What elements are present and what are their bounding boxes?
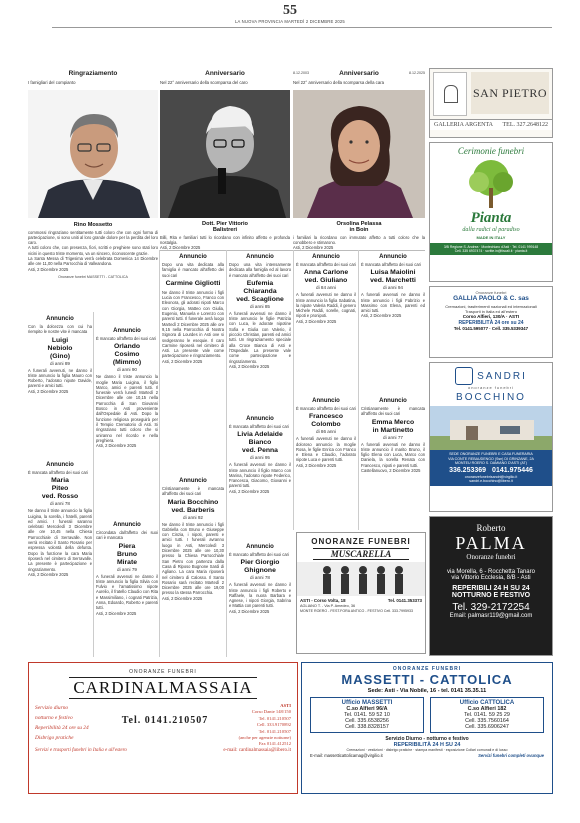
obituary-bianco [229, 416, 291, 494]
obituary-intro: È mancato all'affetto dei suoi cari [229, 552, 289, 557]
staff-photo [297, 562, 426, 596]
pianta-tagline: dalla radici al paradiso [462, 227, 520, 233]
obituary-ghignone [229, 544, 291, 614]
obituary-text: A funerali avvenuti ne danno il triste annuncio i figli Roberto e Raffaele, la nuora Barbara e Agnese, i nipoti Giorgia, Sabrina e Mattia con parenti tutti. [229, 582, 291, 609]
obituary-intro: È mancato all'affetto dei suoi cari [96, 336, 156, 341]
office-cattolica-cell1: Cell. 335.7560164 [465, 718, 509, 724]
muscarella-asti: ASTI - Corso Volta, 18 [300, 598, 346, 603]
obituary-chiaranda [229, 254, 291, 369]
sandri-footer [430, 450, 552, 486]
cardinal-s4: Disbrigo pratiche [35, 735, 74, 741]
deceased-name-line2: Balistreri [212, 226, 238, 233]
office-massetti-title: Ufficio MASSETTI [341, 700, 393, 706]
obituary-date: Asti, 2 Dicembre 2025 [229, 363, 270, 369]
san-pietro-sub: GALLERIA ARGENTA [434, 122, 494, 128]
obituary-age: di 84 anni [316, 285, 336, 291]
cardinal-s5: Servizi e trasporti funebri in Italia e all'estero [35, 747, 127, 753]
office-cattolica-title: Ufficio CATTOLICA [459, 700, 515, 706]
deceased-name-line1: Orsolina Pelassa [336, 220, 382, 227]
obituary-text: A funerali avvenuti ne danno il triste annuncio il figlio Marco con Marina, l'adorato nipote Federico, Francesca, Giacomo, Giovanni e parenti tutti. [229, 462, 291, 489]
sandri-brand: SANDRI [477, 370, 527, 382]
cardinal-r6: (anche per agenzie notturne) [238, 735, 291, 741]
obituary-name: Anna Carlone ved. Giuliano [303, 269, 349, 285]
obituary-intro: È mancata all'affetto dei suoi cari [28, 470, 88, 475]
obituary-heading: Annuncio [113, 522, 141, 528]
notice-subtitle: Nel 22° anniversario della scomparsa della cara [293, 80, 385, 85]
anniversario-pelassa [293, 70, 425, 250]
massetti-f2: REPERIBILITÀ 24 H SU 24 [393, 742, 461, 748]
cardinal-top: ONORANZE FUNEBRI [129, 669, 197, 675]
portrait-photo-graphic [160, 90, 290, 218]
obituary-intro: È mancata all'affetto dei suoi cari [361, 262, 421, 267]
sandri-tel1: 336.253369 [449, 466, 487, 474]
obituary-malolini [361, 254, 425, 319]
sandri-l1: SEDE ONORANZE FUNEBRI E CASA FUNERARIA [449, 452, 533, 456]
massetti-f4: E-mail: massetticattolicamag@virgilio.it [310, 753, 383, 758]
san-pietro-tel: TEL. 327.2648122 [502, 122, 548, 128]
obituary-text: Ne danno il triste annuncio la figlia Luigina, la sorella, i fratelli, parenti ed amici. I funerali saranno celebrati Mercoledì 3 Dicembre alle ore 10,45 nella Chiesa Parrocchiale di Serravalle. Non verrà recitato il Santo Rosario per espressa volontà della defunta. Dopo la funzione la cara Maria riposerà nel cimitero di Serravalle. La presente è partecipazione e ringraziamento. [28, 508, 92, 572]
obituary-date: Asti, 2 Dicembre 2025 [162, 358, 203, 364]
obituary-name: Francesco Colombo [308, 413, 343, 429]
cardinal-r4: Cell. 333.9170892 [256, 722, 291, 728]
obituary-name: Livia Adelaide Bianco ved. Penna [237, 431, 283, 455]
notice-subtitle: I famigliari del compianto [28, 80, 76, 85]
date-right: 8.12.2025 [409, 71, 425, 76]
obituary-heading: Annuncio [379, 254, 407, 260]
obituary-name: Orlando Cosimo (Mimmo) [112, 343, 142, 367]
pianta-title: Cerimonie funebri [457, 146, 525, 156]
cardinal-s1: Servizio diurno [35, 705, 69, 711]
gallia-l2: Trasporti in Italia ed all'estero [465, 309, 517, 314]
obituary-heading: Annuncio [312, 254, 340, 260]
obituary-merco [361, 398, 425, 473]
muscarella-arc: ONORANZE FUNEBRI [311, 537, 411, 546]
notice-text-2: A tutti coloro che, con presenza, fiori, scritti e preghiere sono stati loro vicini in questo triste momento, va un sincero, riconoscente grazie. [28, 245, 158, 256]
notice-date: Asti, 2 Dicembre 2025 [293, 245, 334, 251]
palma-l3: REPERIBILI 24 H SU 24 [452, 585, 530, 592]
obituary-name: Piera Bruno Mirate [116, 542, 138, 566]
cardinal-r1: ASTI [280, 703, 291, 708]
san-pietro-brand-box [471, 72, 549, 114]
notice-title: Ringraziamento [68, 70, 118, 77]
obituary-intro: Dopo una vita dedicata alla famiglia è mancato all'affetto dei suoi cari [162, 262, 224, 278]
san-pietro-brand: SAN PIETRO [472, 85, 547, 100]
obituary-carlone [296, 254, 356, 324]
obituary-text: Ne danno il triste annuncio i figli Lucia con Francesco, Franco con Eleonora, gli adorati nipoti Marco con Giorgia, Matteo con Giulia, Eugenio, Manuela e Lorenzo con parenti tutti. Il funerale avrà luogo Martedì 2 Dicembre 2025 alle ore 9,15 nella Parrocchia di Nostra Signora di Lourdes in Asti ove si svolgeranno le esequie. Il caro Carmine riposerà nel cimitero di Asti. La presente vale come partecipazione e ringraziamento. [162, 289, 224, 359]
cardinal-logo: CARDINALMASSAIA [69, 677, 257, 699]
obituary-text: A funerali avvenuti ne danno il triste annuncio la figlia Sabatina, la nipote Valeria Raddi, il genero Michele Raddi, sorelle, cognati, nipoti e pronipoti. [296, 292, 356, 319]
obituary-date: Castellanuovo, 2 Dicembre 2025 [361, 468, 421, 474]
obituary-age: di anni 89 [50, 360, 70, 366]
notice-date: Asti, 2 Dicembre 2025 [160, 245, 201, 251]
obituary-intro: È mancato all'affetto dei suoi cari [296, 406, 356, 411]
massetti-top: ONORANZE FUNEBRI [392, 666, 462, 672]
obituary-age: di anni 92 [183, 514, 203, 520]
portrait-photo [293, 90, 425, 218]
muscarella-tel: Tel. 0141.353373 [387, 598, 422, 603]
obituary-text: A funerali avvenuti ne danno il triste annuncio la figlia Silvia con Fulvio e l'amatissimo nipote Aurelio, il fratello Claudio con Rita e Massimiliano, i cognati Patrizia, Anna, Edoardo, Roberto e parenti tutti. [96, 573, 158, 611]
portrait-photo [160, 90, 290, 218]
obituary-date: Asti, 2 Dicembre 2025 [96, 443, 137, 449]
obituary-age: di anni 79 [117, 566, 137, 572]
obituary-mirate [96, 522, 158, 616]
ad-sandri-bocchino [429, 362, 553, 512]
obituary-date: Asti, 2 Dicembre 2025 [28, 571, 69, 577]
obituary-name: Maria Bocchino ved. Barberis [167, 498, 219, 514]
obituary-heading: Annuncio [379, 398, 407, 404]
ad-muscarella [296, 532, 426, 654]
cardinal-r2: Corso Dante 148/150 [251, 709, 291, 715]
obituary-intro: È mancata all'affetto dei suoi cari [296, 262, 356, 267]
obituary-date: Asti, 2 Dicembre 2025 [296, 462, 337, 468]
date-left: 8.12.2003 [293, 71, 309, 76]
ad-palma [429, 516, 553, 656]
obituary-text: Ne danno il triste annuncio la moglie Maria Luigina, il figlio Marco, amici e parenti tutti. Il funerale verrà lunedì Martedì 2 Dicembre alle ore 10,15 nella Parrocchia di San Giovanni Bosco in Asti proveniente dall'Ospedale di Asti. Dopo la funzione religiosa proseguirà per il Tempio Crematorio di Asti. Si ringraziano tutti coloro che si uniranno nel ricordo e nella preghiera. [96, 374, 158, 443]
obituary-heading: Annuncio [312, 398, 340, 404]
divider [293, 250, 294, 530]
obituary-intro: Cristianamente è mancata all'affetto dei suoi cari [162, 486, 224, 497]
building-photo [430, 406, 553, 450]
obituary-heading: Annuncio [179, 478, 207, 484]
pianta-cell: Cell. 335 6937474 · scritte.in@tiscali.it · pianta.it [454, 249, 528, 253]
office-massetti-cell1: Cell. 335.6538256 [345, 718, 389, 724]
obituary-heading: Annuncio [246, 254, 274, 260]
obituary-heading: Annuncio [46, 316, 74, 322]
obituary-age: di anni 77 [383, 434, 403, 440]
gallia-l1: Cremazioni, trasferimenti nazionali ed internazionali [445, 304, 537, 309]
obituary-name: Maria Piteo ved. Rosso [41, 477, 79, 501]
cardinal-tel: Tel. 0141.210507 [121, 715, 209, 726]
office-massetti [310, 697, 424, 733]
obituary-age: di anni 78 [50, 501, 70, 507]
obituary-age: di anni 95 [250, 455, 270, 461]
pianta-logo: Pianta [470, 210, 512, 226]
obituary-heading: Annuncio [113, 328, 141, 334]
obituary-intro: Cristianamente è mancata all'affetto dei suoi cari [361, 406, 425, 417]
portrait-photo-graphic [293, 90, 425, 218]
notice-text: i familiari la ricordano con immutato affetto a tutti coloro che la conobbero e stimarono. [293, 234, 425, 245]
anniversario-balistreri [160, 70, 290, 250]
cardinal-s3: Reperibilità 24 ore su 24 [35, 725, 89, 731]
palma-l1: via Morella, 6 - Rocchetta Tanaro [447, 569, 535, 575]
massetti-f1: Servizio Diurno - notturno e festivo [385, 736, 469, 742]
palma-l2: via Vittorio Ecclesia, 8/B - Asti [451, 575, 531, 581]
gallia-l3: Corso Alfieri, 130/A · ASTI [462, 314, 520, 319]
sandri-l2: VIA CONTE REBAUDENGO (Ssn) DI GRINZANE, 2A [448, 456, 534, 461]
ringraziamento-notice [28, 70, 158, 279]
notice-text-1: commossi ringraziano sentitamente tutti coloro che con ogni forma di partecipazione, si sono uniti al loro grande dolore per la perdita del loro caro. [28, 229, 158, 246]
obituary-nebiolo [28, 316, 92, 394]
gallia-title: GALLIA PAOLO & C. sas [453, 295, 529, 302]
obituary-name: Luisa Maiolini ved. Marchetti [370, 269, 416, 285]
obituary-name: Eufemia Chiaranda ved. Scaglione [236, 279, 284, 303]
divider [93, 312, 94, 657]
cardinal-r3: Tel. 0141.210507 [258, 715, 291, 721]
palma-tel: Tel. 329-2172254 [452, 602, 530, 613]
obituary-name: Luigi Nebiolo (Gino) [47, 336, 73, 360]
obituary-age: di anni 90 [117, 367, 137, 373]
palma-logo: PALMA [455, 533, 527, 553]
deceased-name-line2: in Boin [349, 226, 369, 233]
obituary-heading: Annuncio [246, 544, 274, 550]
header-rule [52, 27, 552, 28]
sandri-mail2: sandri.e.bocchino@libero.it [469, 479, 513, 484]
obituary-date: Asti, 2 Dicembre 2025 [229, 608, 270, 614]
ad-pianta [429, 142, 553, 282]
obituary-age: di anni 94 [383, 285, 403, 291]
divider [226, 250, 227, 657]
obituary-date: Asti, 2 Dicembre 2025 [28, 388, 69, 394]
portrait-photo [28, 90, 158, 218]
agency-credit: Onoranze funebri MASSETTI - CATTOLICA [58, 274, 128, 279]
deceased-name: Rino Mossetto [73, 221, 113, 228]
massetti-logo: MASSETTI - CATTOLICA [341, 672, 513, 687]
obituary-text: A funerali avvenuti ne danno il doloroso annuncio la moglie Rosa, le figlie Enrica con Franco e Elena e Claudio, l'adorato nipote Luca e parenti tutti. [296, 436, 356, 463]
muscarella-l3: MONTE ROERO - FEST.FORA ANTICO - FESTIVO Cell. 333.7995933 [300, 609, 414, 613]
ad-massetti-cattolica [301, 662, 553, 794]
palma-name: Roberto [476, 523, 506, 533]
office-massetti-addr: C.so Alfieri 96/A [346, 706, 388, 712]
obituary-intro: Circondata dall'affetto dei suoi cari è mancata [96, 530, 158, 541]
obituary-intro: È mancata all'affetto dei suoi cari [229, 424, 289, 429]
obituary-colombo [296, 398, 356, 468]
obituary-date: Asti, 2 Dicembre 2025 [229, 488, 270, 494]
notice-text-3: La Santa Messa di Trigesima verrà celebrata Domenica 14 Dicembre alle ore 11,00 nella Parrocchia di Valleandona. [28, 256, 158, 267]
san-pietro-logo [433, 72, 467, 116]
office-cattolica [430, 697, 544, 733]
obituary-text: A funerali avvenuti, ne danno il triste annuncio la figlia Mauro con Roberto, l'adorato nipote Davide, parenti e amici tutti. [28, 367, 92, 389]
office-massetti-cell2: Cell. 338.8328157 [345, 724, 389, 730]
pianta-tree-icon [430, 158, 552, 210]
obituary-name: Pier Giorgio Ghignone [240, 559, 280, 575]
obituary-date: Asti, 2 Dicembre 2025 [96, 610, 137, 616]
pianta-footer [430, 243, 552, 255]
sandri-tel2: 0141.975446 [492, 466, 533, 474]
divider [159, 250, 160, 657]
notice-title: Anniversario [205, 70, 245, 77]
office-massetti-tel: Tel. 0141. 59 52 10 [344, 712, 390, 718]
bocchino-logo: BOCCHINO [456, 392, 526, 403]
obituary-date: Asti, 2 Dicembre 2025 [162, 595, 203, 601]
massetti-sede: Sede: Asti - Via Nobile, 16 - tel. 0141 35.35.11 [367, 688, 487, 694]
page-number: 55 [283, 3, 297, 18]
obituary-text: A funerali avvenuti ne danno il triste annuncio le figlie Patrizia con Luca, le adorate nipotine Sofia e Giulia con Valerio, il piccolo Christian, parenti ed amici tutti. Un ringraziamento speciale alla Croce Bianca di Asti e l'Ospedale. La presente vale come partecipazione e ringraziamento. [229, 310, 291, 364]
massetti-f3: Cremazioni · vestizioni · disbrigo pratiche · stampa manifesti · esposizione Collari comunali e di lusso [346, 748, 508, 752]
notice-date: Asti, 2 Dicembre 2025 [28, 266, 69, 272]
muscarella-logo: MUSCARELLA [313, 548, 409, 560]
obituary-name: Emma Merco in Martinetto [371, 418, 415, 434]
office-cattolica-cell2: Cell. 335.6906247 [465, 724, 509, 730]
office-cattolica-addr: C.so Alfieri 182 [467, 706, 507, 712]
pianta-made: MADE IN ITALY [476, 235, 506, 240]
obituary-age: di 86 anni [316, 429, 336, 435]
obituary-age: di anni 78 [250, 575, 270, 581]
sandri-l3: MONTEU ROERO S. DAMIANO D'ASTI (AT) [455, 461, 527, 466]
ad-cardinal-massaia [28, 662, 298, 794]
obituary-heading: Annuncio [46, 462, 74, 468]
ad-san-pietro [429, 68, 553, 138]
obituary-gigliotti [162, 254, 224, 364]
muscarella-l2: AGLIANO T. - Via P. Amedeo, 36 [300, 604, 356, 608]
obituary-cosimo [96, 328, 158, 448]
obituary-date: Asti, 2 Dicembre 2025 [361, 313, 402, 319]
notice-title: Anniversario [339, 70, 379, 77]
cardinal-r7: Fax 0141.412512 [258, 741, 291, 747]
cardinal-r8: e-mail: cardinalmassaia@libero.it [223, 747, 291, 753]
divider [358, 250, 359, 530]
obituary-intro: Dopo una vita intensamente dedicata alla famiglia ed al lavoro è mancato all'affetto dei suoi cari [229, 262, 291, 278]
palma-email: Email: palmasr119@gmail.com [449, 613, 533, 619]
obituary-text: Ne danno il triste annuncio i figli Gabriella con Bruno e Giuseppe con Cinzia, i nipoti, parenti e amici tutti. I funerali avranno luogo in Asti, Mercoledì 3 Dicembre 2025 alle ore 10,30 presso la Chiesa Parrocchiale San Pietro con partenza dalla Casa di Riposo Bugnone Sardi di Agliano. La cara Maria riposerà nel cimitero di Calosso. Il Santo Rosario sarà recitato Martedì 2 Dicembre 2025 alle ore 19,00 presso la stessa Parrocchia. [162, 521, 224, 596]
palma-sub: Onoranze funebri [466, 553, 516, 561]
gallia-brand: Onoranze funebri [475, 290, 507, 295]
newspaper-date-line: LA NUOVA PROVINCIA MARTEDÌ 2 DICEMBRE 2025 [235, 19, 345, 24]
deceased-name-line1: Dott. Pier Vittorio [202, 220, 248, 227]
gallia-tel: Tel. 0141.595077 · Cell. 335.5339347 [453, 326, 529, 331]
obituary-text: A funerali avvenuti ne danno il triste annuncio il marito Bruno, il figlio Elena con Luca, Marco con Daniela, la sorella Renata con Francesco, nipoti e parenti tutti. [361, 441, 425, 468]
cardinal-r5: Tel. 0141.210507 [258, 728, 291, 734]
gallia-l4: REPERIBILITÀ 24 ore su 24 [458, 320, 524, 326]
obituary-date: Asti, 2 Dicembre 2025 [296, 318, 337, 324]
obituary-heading: Annuncio [179, 254, 207, 260]
notice-text: Billi, Rita e familiari tutti lo ricordano con infinito affetto e profonda nostalgia. [160, 234, 290, 245]
obituary-piteo [28, 462, 92, 577]
massetti-f5: Servizi funebri completi ovunque [478, 753, 544, 758]
office-cattolica-tel: Tel. 0141. 59 25 29 [464, 712, 510, 718]
portrait-photo-graphic [28, 90, 158, 218]
cardinal-s2: notturno e festivo [35, 715, 73, 721]
palma-l4: NOTTURNO E FESTIVO [451, 592, 531, 599]
sandri-logo-icon [455, 367, 473, 385]
obituary-barberis [162, 478, 224, 601]
sandri-mail1: onoranzefunebrisandri@virgilio.it [464, 474, 518, 479]
ad-gallia [429, 286, 553, 358]
obituary-name: Carmine Gigliotti [165, 279, 221, 287]
obituary-intro: Con la dolcezza con cui ha riempito le nostre vite è mancata [28, 324, 92, 335]
obituary-heading: Annuncio [246, 416, 274, 422]
notice-subtitle: Nel 22° anniversario della scomparsa del caro [160, 80, 248, 85]
sandri-sub: onoranze funebri [467, 385, 515, 390]
obituary-text: A funerali avvenuti ne danno il triste annuncio i figli Fabrizio e Massimo con Elena, parenti ed amici tutti. [361, 292, 425, 314]
pianta-addr: 3/B Regione S. Andrea · Montechiaro d'Asti · Tel. 0141 999148 [443, 245, 539, 249]
obituary-age: di anni 85 [250, 303, 270, 309]
